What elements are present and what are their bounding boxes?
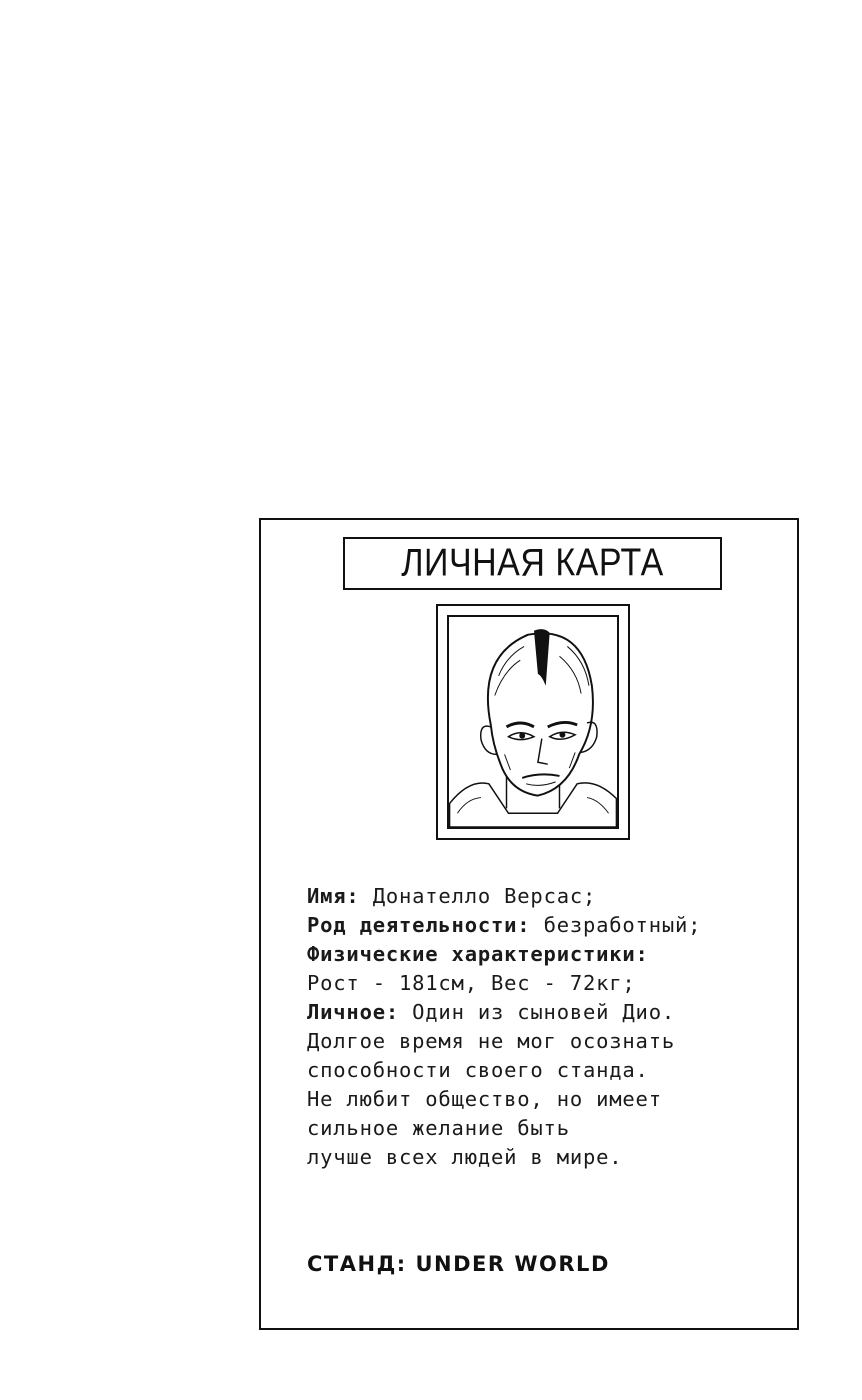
personal-line: способности своего станда. [307, 1058, 649, 1082]
stand-label: СТАНД: [307, 1252, 407, 1276]
personal-line: Один из сыновей Дио. [399, 1000, 675, 1024]
personal-row [307, 998, 787, 1027]
portrait-frame [436, 604, 630, 840]
stand-line [307, 1252, 610, 1276]
occupation-label: Род деятельности: [307, 913, 531, 937]
personal-line: Не любит общество, но имеет [307, 1087, 662, 1111]
physical-value: Рост - 181см, Вес - 72кг; [307, 971, 636, 995]
name-label: Имя: [307, 884, 360, 908]
profile-card [259, 518, 799, 1330]
occupation-value: безработный; [530, 913, 702, 937]
personal-label: Личное: [307, 1000, 399, 1024]
name-row [307, 882, 787, 911]
personal-line: Долгое время не мог осознать [307, 1029, 675, 1053]
portrait-illustration [449, 617, 617, 827]
physical-label-row [307, 940, 787, 969]
stand-value: UNDER WORLD [415, 1252, 610, 1276]
card-title-box [343, 537, 722, 590]
card-title: ЛИЧНАЯ КАРТА [401, 541, 664, 585]
name-value: Донателло Версас; [359, 884, 597, 908]
personal-line: лучше всех людей в мире. [307, 1145, 623, 1169]
personal-line: сильное желание быть [307, 1116, 570, 1140]
physical-label: Физические характеристики: [307, 942, 649, 966]
profile-info [307, 882, 787, 1172]
portrait-image [447, 615, 619, 829]
occupation-row [307, 911, 787, 940]
physical-value-row [307, 969, 787, 998]
